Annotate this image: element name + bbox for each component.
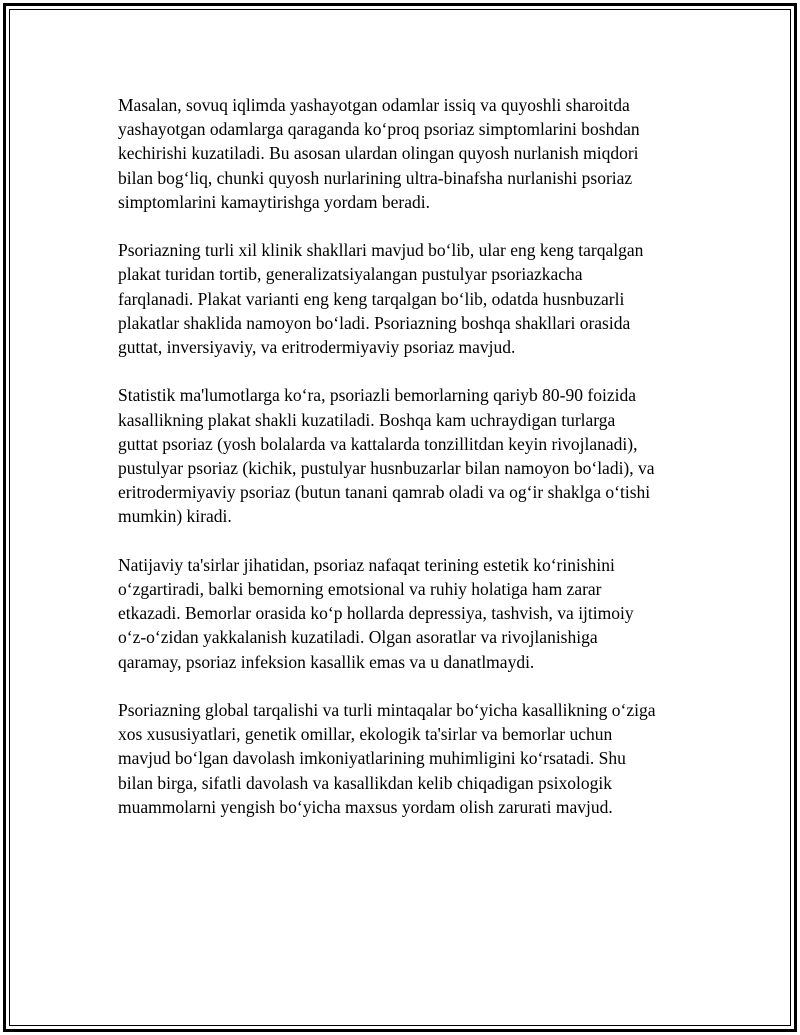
- paragraph-statistics: Statistik ma'lumotlarga koʻra, psoriazli bemorlarning qariyb 80-90 foizida kasallikning plakat shakli kuzatiladi. Boshqa kam uchraydigan turlarga guttat psoriaz (yosh bolalarda va kattalarda tonzillitdan keyin rivojlanadi), pustulyar psoriaz (kichik, pustulyar husnbuzarlar bilan namoyon boʻladi), va eritrodermiyaviy psoriaz (butun tanani qamrab oladi va ogʻir shaklga oʻtishi mumkin) kiradi.: [118, 385, 655, 527]
- paragraph-effects: Natijaviy ta'sirlar jihatidan, psoriaz nafaqat terining estetik koʻrinishini oʻzgartiradi, balki bemorning emotsional va ruhiy holatiga ham zarar etkazadi. Bemorlar orasida koʻp hollarda depressiya, tashvish, va ijtimoiy oʻz-oʻzidan yakkalanish kuzatiladi. Olgan asoratlar va rivojlanishiga qaramay, psoriaz infeksion kasallik emas va u danatlmaydi.: [118, 554, 634, 672]
- paragraph-clinical-forms: Psoriazning turli xil klinik shakllari mavjud boʻlib, ular eng keng tarqalgan plakat turidan tortib, generalizatsiyalangan pustulyar psoriazkacha farqlanadi. Plakat varianti eng keng tarqalgan boʻlib, odatda husnbuzarli plakatlar shaklida namoyon boʻladi. Psoriazning boshqa shakllari orasida guttat, inversiyaviy, va eritrodermiyaviy psoriaz mavjud.: [118, 240, 644, 358]
- document-body: [118, 93, 718, 843]
- paragraph-climate: Masalan, sovuq iqlimda yashayotgan odamlar issiq va quyoshli sharoitda yashayotgan odamlarga qaraganda koʻproq psoriaz simptomlarini boshdan kechirishi kuzatiladi. Bu asosan ulardan olingan quyosh nurlanish miqdori bilan bogʻliq, chunki quyosh nurlarining ultra-binafsha nurlanishi psoriaz simptomlarini kamaytirishga yordam beradi.: [118, 95, 640, 212]
- paragraph-global-spread: Psoriazning global tarqalishi va turli mintaqalar boʻyicha kasallikning oʻziga xos xususiyatlari, genetik omillar, ekologik ta'sirlar va bemorlar uchun mavjud boʻlgan davolash imkoniyatlarining muhimligini koʻrsatadi. Shu bilan birga, sifatli davolash va kasallikdan kelib chiqadigan psixologik muammolarni yengish boʻyicha maxsus yordam olish zarurati mavjud.: [118, 700, 656, 817]
